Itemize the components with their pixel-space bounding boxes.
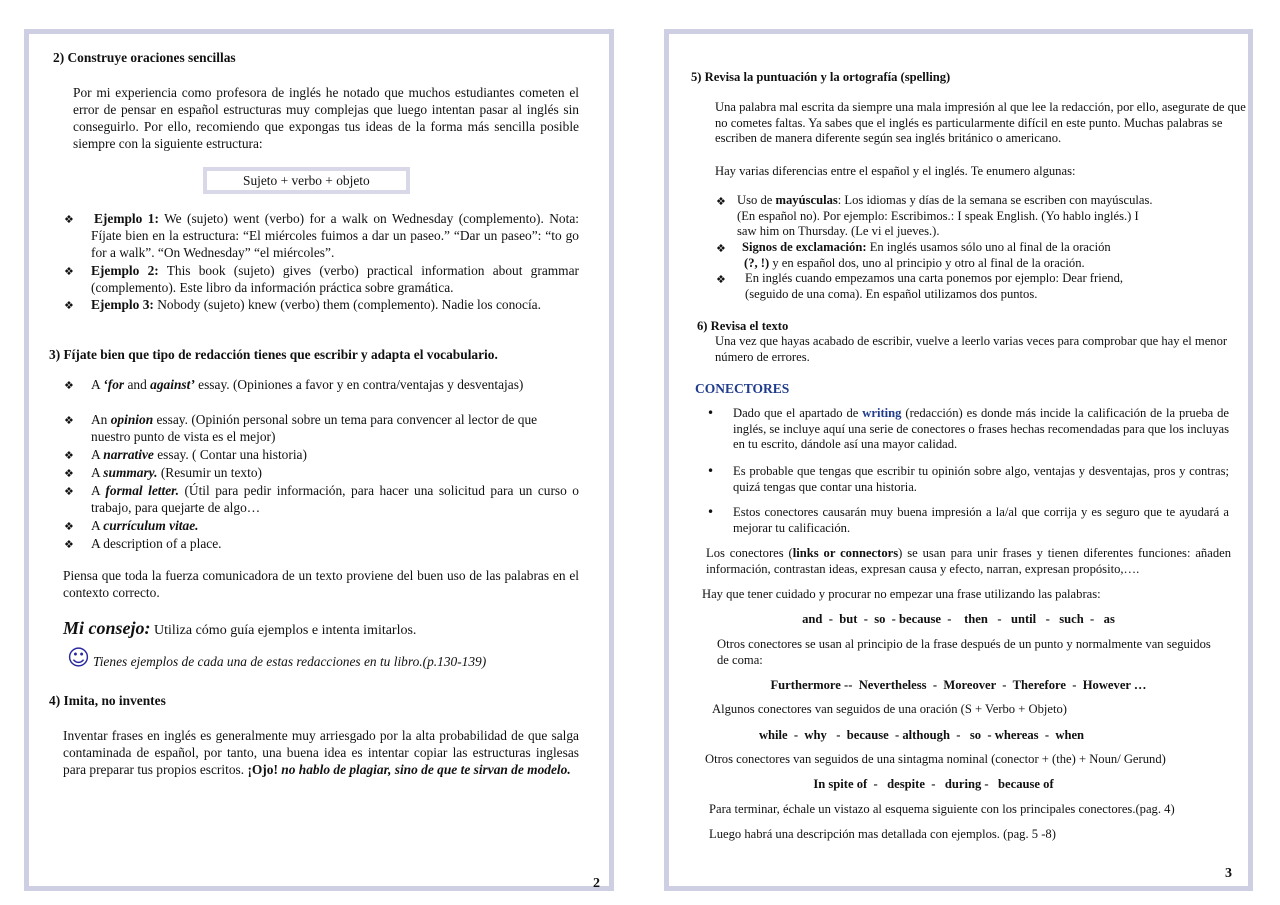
page-number-left: 2	[593, 876, 600, 891]
connector-list-1: and - but - so - because - then - until - such - as	[802, 612, 1115, 626]
section-4-body: Inventar frases en inglés es generalmente muy arriesgado por la alta probabilidad de que salga contaminada de español, por tanto, una buena idea es intentar copiar las estructuras inglesas para preparar tus propios escritos.	[63, 728, 579, 777]
conectores-heading: CONECTORES	[695, 381, 790, 396]
essay-item-3-post: essay. ( Contar una historia)	[153, 447, 307, 462]
caps-text: : Los idiomas y días de la semana se escriben con mayúsculas. (En español no). Por ejemplo: Escribimos.: I speak English. (Yo hablo inglés.) I saw him on Thursday. (Le vi el jueves.).	[737, 193, 1153, 238]
conectores-bullet-1-post: (redacción) es donde más incide la calificación de la prueba de inglés, se incluye aquí una serie de conectores o frases hechas recomendadas para que los incluyas en tu escrito, dándole así una mayor calidad.	[733, 406, 1229, 451]
essay-item-6-pre: A	[91, 518, 104, 533]
formula-box	[203, 167, 410, 194]
details-note: Luego habrá una descripción mas detallada con ejemplos. (pag. 5 -8)	[709, 827, 1056, 841]
exclamation-bold: Signos de exclamación:	[742, 240, 867, 254]
conectores-bullet-3: Estos conectores causarán muy buena impresión a la/al que corrija y es seguro que te ayudará a mejorar tu calificación.	[733, 505, 1229, 535]
tip-text: Utiliza cómo guía ejemplos e intenta imitarlos.	[150, 623, 417, 638]
page-number-right: 3	[1225, 866, 1232, 881]
diamond-bullet-icon: ❖	[64, 538, 74, 551]
essay-item-1-post: essay. (Opiniones a favor y en contra/ventajas y desventajas)	[194, 377, 524, 392]
essay-item-2-post: essay. (Opinión personal sobre un tema para convencer al lector de que nuestro punto de vista es el mejor)	[91, 412, 538, 444]
diamond-bullet-icon: ❖	[716, 242, 726, 255]
essay-item-1-em: ‘for	[103, 377, 125, 392]
example-3	[91, 296, 579, 313]
section-5-p1: Una palabra mal escrita da siempre una mala impresión al que lee la redacción, por ello, asegurate de que no cometes faltas. Ya sabes que el inglés es particularmente difícil en este punto. Muchas palabras se escriben de manera diferente según sea inglés británico o americano.	[715, 100, 1246, 145]
tip-label: Mi consejo:	[63, 618, 151, 638]
essay-item-1-pre: A	[91, 377, 104, 392]
example-1-text: We (sujeto) went (verbo) for a walk on Wednesday (complemento). Nota: Fíjate bien en la estructura: “El miércoles fuimos a dar un paseo.” “Dar un paseo”: “to go for a walk”. “On Wednesday” “el miércoles”.	[91, 211, 579, 260]
essay-item-3-em: narrative	[103, 447, 154, 462]
diamond-bullet-icon: ❖	[64, 213, 74, 226]
essay-item-3-pre: A	[91, 447, 104, 462]
essay-item-1-em2: against’	[150, 377, 195, 392]
example-3-label: Ejemplo 3:	[91, 297, 154, 312]
diamond-bullet-icon: ❖	[716, 273, 726, 286]
section-2-heading: 2) Construye oraciones sencillas	[53, 50, 236, 65]
section-5-p2: Hay varias diferencias entre el español y el inglés. Te enumero algunas:	[715, 164, 1076, 178]
section-4-text	[63, 727, 579, 778]
essay-item-6	[91, 517, 199, 534]
section-6-heading: 6) Revisa el texto	[697, 319, 789, 333]
diamond-bullet-icon: ❖	[64, 449, 74, 462]
caps-bold: mayúsculas	[775, 193, 838, 207]
section-4-emphasis: no hablo de plagiar, sino de que te sirvan de modelo.	[277, 762, 571, 777]
essay-item-5	[91, 482, 579, 516]
formula-text: Sujeto + verbo + objeto	[243, 173, 370, 188]
round-bullet-icon: •	[707, 406, 715, 420]
example-2-label: Ejemplo 2:	[91, 263, 159, 278]
example-2-text: This book (sujeto) gives (verbo) practical information about grammar (complemento). Este libro da información práctica sobre gramática.	[91, 263, 579, 295]
essay-item-5-post: (Útil para pedir información, para hacer una solicitud para un curso o trabajo, para quejarte de algo…	[91, 483, 579, 515]
exclamation-bullet	[742, 240, 1162, 271]
final-note: Para terminar, échale un vistazo al esquema siguiente con los principales conectores.(pag. 4)	[709, 802, 1175, 816]
diamond-bullet-icon: ❖	[64, 379, 74, 392]
conectores-bullet-1	[733, 406, 1229, 453]
writing-term: writing	[862, 406, 902, 420]
essay-item-4-em: summary.	[103, 465, 158, 480]
round-bullet-icon: •	[707, 505, 715, 519]
connectors-definition-pre: Los conectores (	[706, 546, 793, 560]
essay-item-5-pre: A	[91, 483, 106, 498]
letter-bullet: En inglés cuando empezamos una carta ponemos por ejemplo: Dear friend, (seguido de una coma). En español utilizamos dos puntos.	[745, 271, 1124, 301]
essay-item-3	[91, 446, 307, 463]
essay-item-1	[91, 376, 579, 393]
page-left	[24, 29, 614, 891]
connector-list-4: In spite of - despite - during - because of	[813, 777, 1054, 791]
caps-bullet	[737, 193, 1157, 240]
connector-list-2: Furthermore -- Nevertheless - Moreover - Therefore - However …	[770, 678, 1147, 692]
sentence-start-note: Otros conectores se usan al principio de la frase después de un punto y normalmente van seguidos de coma:	[717, 637, 1211, 667]
sentence-connectors-note: Algunos conectores van seguidos de una oración (S + Verbo + Objeto)	[712, 702, 1067, 716]
careful-note: Hay que tener cuidado y procurar no empezar una frase utilizando las palabras:	[702, 587, 1101, 601]
essay-item-6-em: currículum vitae.	[103, 518, 199, 533]
section-3-heading: 3) Fíjate bien que tipo de redacción tienes que escribir y adapta el vocabulario.	[49, 347, 498, 362]
connectors-definition-post: ) se usan para unir frases y tienen diferentes funciones: añaden información, contrastan ideas, expresan causa y efecto, narran, expresan propósito,….	[706, 546, 1232, 576]
diamond-bullet-icon: ❖	[716, 195, 726, 208]
example-1	[91, 210, 579, 261]
essay-item-1-mid: and	[124, 377, 151, 392]
example-1-label: Ejemplo 1:	[94, 211, 159, 226]
section-4-warning: ¡Ojo!	[247, 762, 278, 777]
essay-item-4	[91, 464, 262, 481]
essay-item-5-em: formal letter.	[105, 483, 179, 498]
connectors-definition	[706, 546, 1231, 577]
books-note: Tienes ejemplos de cada una de estas redacciones en tu libro.(p.130-139)	[93, 654, 487, 669]
connectors-definition-bold: links or connectors	[792, 546, 899, 560]
example-3-text: Nobody (sujeto) knew (verbo) them (complemento). Nadie los conocía.	[153, 297, 541, 312]
conectores-bullet-1-pre: Dado que el apartado de	[733, 406, 863, 420]
essay-item-2-pre: An	[91, 412, 111, 427]
connector-list-3: while - why - because - although - so - whereas - when	[758, 728, 1085, 742]
exclamation-text: En inglés usamos sólo uno al final de la oración	[866, 240, 1111, 254]
round-bullet-icon: •	[707, 464, 715, 478]
caps-pre: Uso de	[737, 193, 776, 207]
section-3-closing: Piensa que toda la fuerza comunicadora de un texto proviene del buen uso de las palabras en el contexto correcto.	[63, 568, 579, 600]
tip-line	[63, 618, 416, 639]
smiley-icon: ☺	[67, 646, 90, 671]
exclamation-text-2: y en español dos, uno al principio y otro al final de la oración.	[769, 255, 1085, 270]
essay-item-4-post: (Resumir un texto)	[157, 465, 262, 480]
diamond-bullet-icon: ❖	[64, 520, 74, 533]
example-2	[91, 262, 579, 296]
nominal-connectors-note: Otros conectores van seguidos de una sintagma nominal (conector + (the) + Noun/ Gerund)	[705, 752, 1166, 766]
section-6-text: Una vez que hayas acabado de escribir, vuelve a leerlo varias veces para comprobar que hay el menor número de errores.	[715, 334, 1228, 364]
section-5-heading: 5) Revisa la puntuación y la ortografía (spelling)	[691, 70, 951, 84]
essay-item-7: A description of a place.	[91, 536, 222, 551]
essay-item-2	[91, 411, 579, 445]
diamond-bullet-icon: ❖	[64, 265, 74, 278]
page-right	[664, 29, 1253, 891]
essay-item-4-pre: A	[91, 465, 104, 480]
section-2-intro: Por mi experiencia como profesora de inglés he notado que muchos estudiantes cometen el error de pensar en español estructuras muy complejas que luego intentan pasar al inglés sin conseguirlo. Por ello, recomiendo que expongas tus ideas de la forma más sencilla posible siempre con la siguiente estructura:	[73, 85, 579, 151]
diamond-bullet-icon: ❖	[64, 414, 74, 427]
section-4-heading: 4) Imita, no inventes	[49, 693, 166, 708]
diamond-bullet-icon: ❖	[64, 485, 74, 498]
exclamation-signs: (?, !)	[744, 255, 770, 270]
diamond-bullet-icon: ❖	[64, 467, 74, 480]
conectores-bullet-2: Es probable que tengas que escribir tu opinión sobre algo, ventajas y desventajas, pros y contras; quizá tengas que contar una historia.	[733, 464, 1229, 494]
diamond-bullet-icon: ❖	[64, 299, 74, 312]
essay-item-2-em: opinion	[110, 412, 154, 427]
